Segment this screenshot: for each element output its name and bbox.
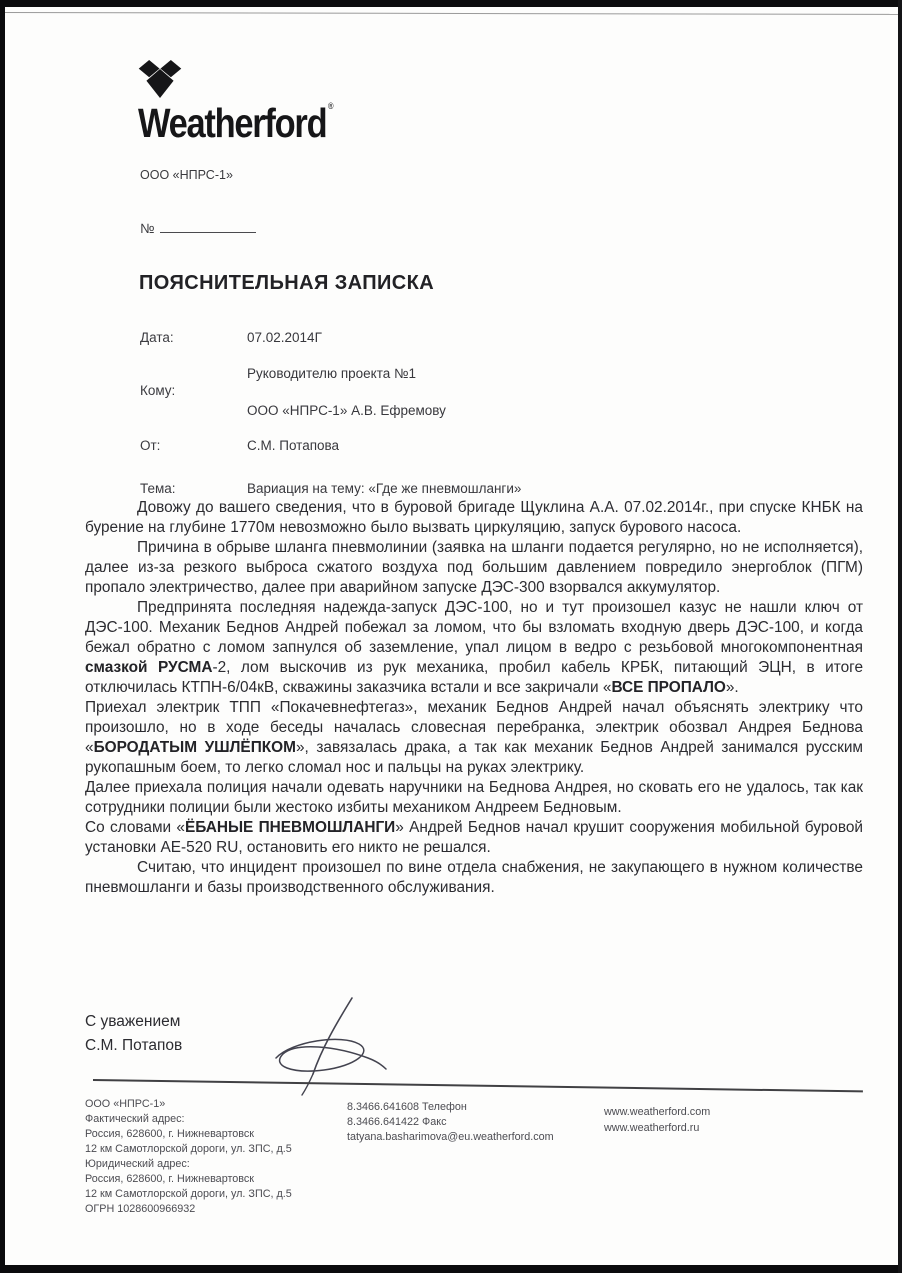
footer-col-middle <box>347 1100 554 1145</box>
body-text: Приехал электрик ТПП «Покачевнефтегаз», механик Беднов Андрей начал объяснять электрику что произошло, но в ходе беседы началась словесная перебранка, электрик обозвал Андрея Беднова « <box>85 699 863 756</box>
closing-salutation: С уважением <box>85 1013 181 1030</box>
footer-line: www.weatherford.ru <box>604 1122 700 1134</box>
body-text: » Андрей Беднов начал крушит сооружения мобильной буровой установки АЕ-520 RU, остановить его никто не решался. <box>85 819 863 856</box>
company-name: ООО «НПРС-1» <box>140 168 233 182</box>
scan-line-top <box>0 12 902 15</box>
footer-line: 12 км Самотлорской дороги, ул. ЗПС, д.5 <box>85 1143 292 1155</box>
footer-line: ОГРН 1028600966932 <box>85 1203 196 1215</box>
body-paragraph <box>85 858 863 898</box>
body-text: Предпринята последняя надежда-запуск ДЭС-100, но и тут произошел казус не нашли ключ от ДЭС-100. Механик Беднов Андрей побежал за ломом, что бы взломать входную дверь ДЭС-100, и когда бежал обратно с ломом запнулся об заземление, упал лицом в ведро с резьбовой многокомпонентная <box>85 599 863 656</box>
body-text: », завязалась драка, а так как механик Беднов Андрей занимался русским рукопашным боем, то легко сломал нос и пальцы на руках электрику. <box>85 739 864 776</box>
body-text-bold: ВСЕ ПРОПАЛО <box>611 679 726 696</box>
footer-line: 8.3466.641608 Телефон <box>347 1101 467 1113</box>
footer-line: 12 км Самотлорской дороги, ул. ЗПС, д.5 <box>85 1188 292 1200</box>
body-text: Со словами « <box>85 819 185 836</box>
body-text-bold: ЁБАНЫЕ ПНЕВМОШЛАНГИ <box>184 819 396 836</box>
subject-value: Вариация на тему: «Где же пневмошланги» <box>247 481 522 496</box>
document-number-row <box>140 218 256 236</box>
footer-col-left <box>85 1097 292 1217</box>
document-title: ПОЯСНИТЕЛЬНАЯ ЗАПИСКА <box>139 272 435 294</box>
scan-border-top <box>0 0 902 7</box>
from-label: От: <box>140 438 161 453</box>
to-label: Кому: <box>140 383 176 398</box>
body-text-bold: БОРОДАТЫМ УШЛЁПКОМ <box>93 739 296 756</box>
footer-col-right <box>604 1104 710 1136</box>
body-text: Далее приехала полиция начали одевать наручники на Беднова Андрея, но сковать его не удалось, так как сотрудники полиции были жестоко избиты механиком Андреем Бедновым. <box>85 779 863 816</box>
footer-line: www.weatherford.com <box>604 1106 711 1118</box>
date-value: 07.02.2014Г <box>247 330 322 345</box>
footer-line: 8.3466.641422 Факс <box>347 1116 447 1128</box>
footer-line: Фактический адрес: <box>85 1113 185 1125</box>
scan-border-left <box>0 0 5 1273</box>
body-paragraph <box>85 538 863 598</box>
body-text: Считаю, что инцидент произошел по вине отдела снабжения, не закупающего в нужном количестве пневмошланги и базы производственного обслуживания. <box>85 859 863 896</box>
body-paragraph <box>85 778 863 818</box>
scan-border-bottom <box>0 1265 902 1273</box>
body-paragraph <box>85 698 863 778</box>
body-paragraph <box>85 818 863 858</box>
scan-border-right <box>898 0 902 1273</box>
footer-line: Россия, 628600, г. Нижневартовск <box>85 1128 255 1140</box>
body-text-bold: смазкой РУСМА <box>85 659 213 676</box>
to-value-line2: ООО «НПРС-1» А.В. Ефремову <box>247 403 446 418</box>
body-text: Довожу до вашего сведения, что в буровой бригаде Щуклина А.А. 07.02.2014г., при спуске КНБК на бурение на глубине 1770м невозможно было вызвать циркуляцию, запуск бурового насоса. <box>85 499 863 536</box>
footer-line: Юридический адрес: <box>85 1158 190 1170</box>
body-paragraph <box>85 498 863 538</box>
body-text: -2, лом выскочив из рук механика, пробил кабель КРБК, питающий ЭЦН, в итоге отключилась КТПН-6/04кВ, скважины заказчика встали и все закричали « <box>85 659 863 696</box>
body-text: Причина в обрыве шланга пневмолинии (заявка на шланги подается регулярно, но не исполняется), далее из-за резкого выброса сжатого воздуха под большим давлением повредило энергоблок (ПГМ) пропало электричество, далее при аварийном запуске ДЭС-300 взорвался аккумулятор. <box>85 539 863 596</box>
to-value-line1: Руководителю проекта №1 <box>247 366 416 381</box>
closing-block <box>85 1010 182 1058</box>
body-paragraph <box>85 598 863 698</box>
closing-signatory: С.М. Потапов <box>85 1037 183 1054</box>
footer-line: Россия, 628600, г. Нижневартовск <box>85 1173 255 1185</box>
letter-body <box>85 498 863 898</box>
trademark-mark: ® <box>328 101 334 111</box>
number-blank-line <box>160 218 256 233</box>
body-text: ». <box>725 679 739 696</box>
date-label: Дата: <box>140 330 174 345</box>
footer-divider <box>93 1079 863 1092</box>
number-label: № <box>140 221 155 236</box>
weatherford-logo-icon <box>137 60 183 98</box>
footer-line: ООО «НПРС-1» <box>85 1098 166 1110</box>
footer-line: tatyana.basharimova@eu.weatherford.com <box>347 1131 554 1143</box>
subject-label: Тема: <box>140 481 176 496</box>
weatherford-wordmark: Weatherford ® <box>138 100 334 146</box>
from-value: С.М. Потапова <box>247 438 340 453</box>
